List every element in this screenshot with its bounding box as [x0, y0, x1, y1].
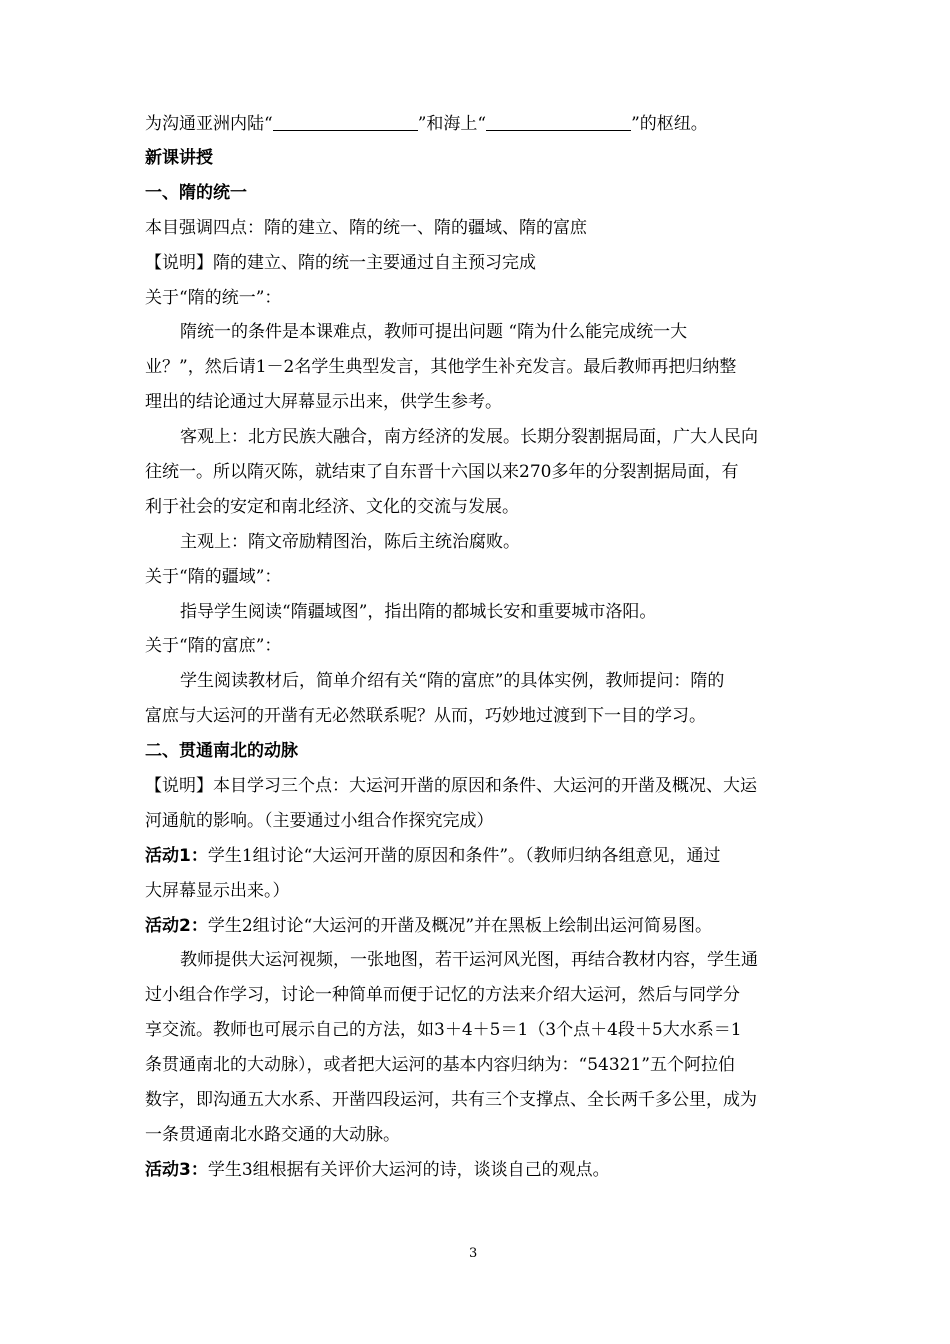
paragraph-line: 【说明】隋的建立、隋的统一主要通过自主预习完成	[145, 253, 536, 273]
paragraph-line: 条贯通南北的大动脉），或者把大运河的基本内容归纳为：“54321”五个阿拉伯	[145, 1055, 735, 1075]
paragraph-line: 关于“隋的富庶”：	[145, 636, 282, 656]
paragraph-line: 往统一。所以隋灭陈，就结束了自东晋十六国以来270多年的分裂割据局面，有	[145, 462, 739, 482]
paragraph-line: 关于“隋的统一”：	[145, 288, 282, 308]
activity-line	[145, 914, 712, 938]
activity-line	[145, 1158, 610, 1182]
paragraph-line: 隋统一的条件是本课难点，教师可提出问题 “隋为什么能完成统一大	[180, 322, 688, 342]
paragraph-line: 教师提供大运河视频，一张地图，若干运河风光图，再结合教材内容，学生通	[180, 950, 758, 970]
paragraph-line: 业？”，然后请1－2名学生典型发言，其他学生补充发言。最后教师再把归纳整	[145, 357, 737, 377]
text: ”的枢纽。	[631, 114, 708, 134]
blank-line	[145, 112, 708, 136]
text: ”和海上“	[417, 114, 487, 134]
paragraph-line: 数字，即沟通五大水系、开凿四段运河，共有三个支撑点、全长两千多公里，成为	[145, 1090, 757, 1110]
page-number: 3	[469, 1246, 478, 1261]
paragraph-line: 富庶与大运河的开凿有无必然联系呢？从而，巧妙地过渡到下一目的学习。	[145, 706, 706, 726]
activity-line	[145, 844, 721, 868]
paragraph-line: 指导学生阅读“隋疆域图”，指出隋的都城长安和重要城市洛阳。	[180, 602, 657, 622]
section-heading: 新课讲授	[145, 148, 213, 168]
paragraph-line: 客观上：北方民族大融合，南方经济的发展。长期分裂割据局面，广大人民向	[180, 427, 758, 447]
activity-label: 活动1：	[145, 846, 208, 866]
activity-label: 活动2：	[145, 916, 208, 936]
paragraph-line: 大屏幕显示出来。）	[145, 881, 290, 901]
paragraph-line: 利于社会的安定和南北经济、文化的交流与发展。	[145, 497, 519, 517]
text: 学生3组根据有关评价大运河的诗，谈谈自己的观点。	[207, 1160, 610, 1180]
paragraph-line: 享交流。教师也可展示自己的方法，如3＋4＋5＝1（3个点＋4段＋5大水系＝1	[145, 1020, 742, 1040]
activity-label: 活动3：	[145, 1160, 208, 1180]
paragraph-line: 一条贯通南北水路交通的大动脉。	[145, 1125, 400, 1145]
paragraph-line: 主观上：隋文帝励精图治，陈后主统治腐败。	[180, 532, 520, 552]
paragraph-line: 理出的结论通过大屏幕显示出来，供学生参考。	[145, 392, 502, 412]
text: 学生1组讨论“大运河开凿的原因和条件”。（教师归纳各组意见，通过	[207, 846, 721, 866]
paragraph-line: 关于“隋的疆域”：	[145, 567, 282, 587]
section-heading: 一、隋的统一	[145, 183, 247, 203]
section-heading: 二、贯通南北的动脉	[145, 741, 298, 761]
paragraph-line: 【说明】本目学习三个点：大运河开凿的原因和条件、大运河的开凿及概况、大运	[145, 776, 757, 796]
paragraph-line: 学生阅读教材后，简单介绍有关“隋的富庶”的具体实例，教师提问：隋的	[180, 671, 725, 691]
text: 学生2组讨论“大运河的开凿及概况”并在黑板上绘制出运河简易图。	[207, 916, 713, 936]
fill-blank	[273, 114, 418, 131]
paragraph-line: 本目强调四点：隋的建立、隋的统一、隋的疆域、隋的富庶	[145, 218, 587, 238]
text: 为沟通亚洲内陆“	[145, 114, 273, 134]
fill-blank	[486, 114, 631, 131]
paragraph-line: 河通航的影响。（主要通过小组合作探究完成）	[145, 811, 494, 831]
paragraph-line: 过小组合作学习，讨论一种简单而便于记忆的方法来介绍大运河，然后与同学分	[145, 985, 740, 1005]
